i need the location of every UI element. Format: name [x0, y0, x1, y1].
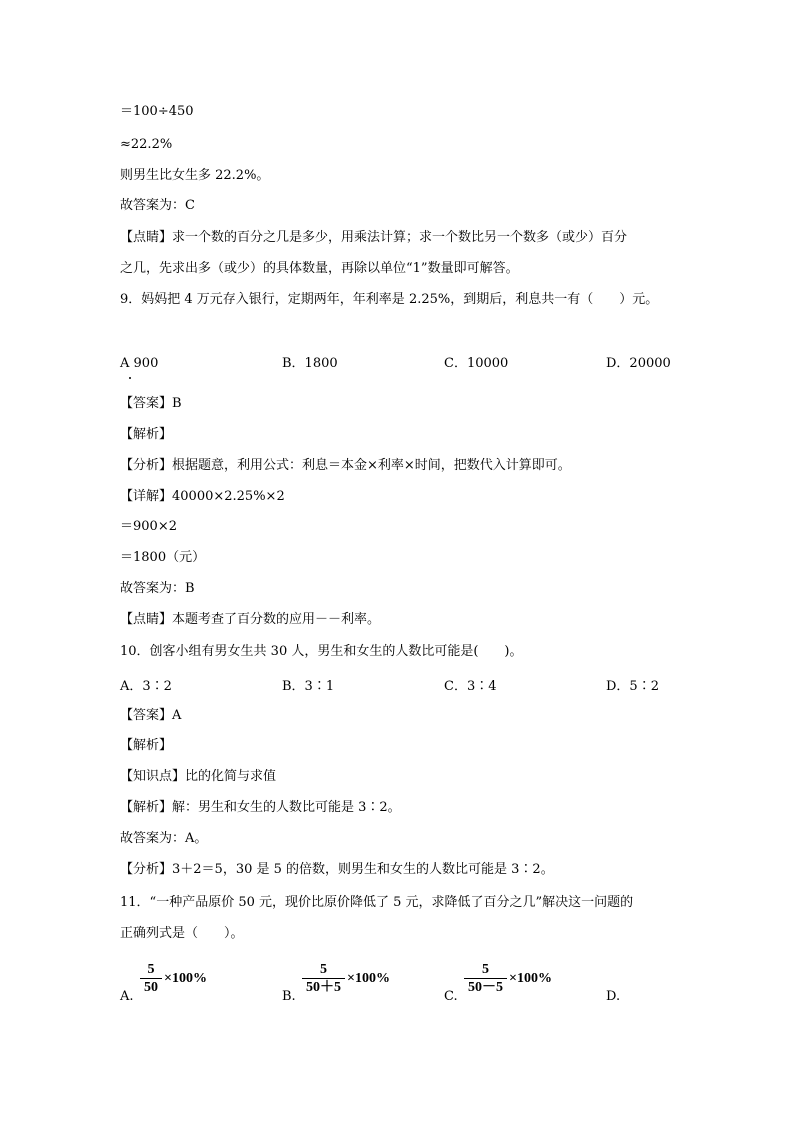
answer-line: 故答案为：C [120, 198, 195, 213]
q9-analysis: 【分析】根据题意，利用公式：利息＝本金×利率×时间，把数代入计算即可。 [120, 458, 571, 473]
question-11-line-1: 11．“一种产品原价 50 元，现价比原价降低了 5 元，求降低了百分之几”解决这一问题的 [120, 895, 634, 910]
q10-option-c: C．3∶4 [444, 679, 497, 694]
q9-option-b: B．1800 [282, 356, 338, 371]
denominator: 50 [140, 978, 162, 995]
q10-reasoning: 【分析】3＋2＝5，30 是 5 的倍数，则男生和女生的人数比可能是 3∶2。 [120, 862, 554, 877]
q9-detail: 【详解】40000×2.25%×2 [120, 489, 285, 504]
multiplier: ×100% [347, 970, 390, 986]
q10-knowledge-point: 【知识点】比的化简与求值 [120, 769, 277, 784]
q9-step-2: ＝1800（元） [120, 550, 206, 565]
q10-final: 故答案为：A。 [120, 831, 208, 846]
q10-option-b: B．3∶1 [282, 679, 335, 694]
tip-line-1: 【点睛】求一个数的百分之几是多少，用乘法计算；求一个数比另一个数多（或少）百分 [120, 230, 628, 245]
question-11-line-2: 正确列式是（ ）。 [120, 926, 244, 941]
q11-option-b-letter: B. [282, 989, 296, 1004]
multiplier: ×100% [509, 970, 552, 986]
calc-line-2: ≈22.2% [120, 137, 173, 152]
q10-option-a: A．3∶2 [120, 679, 172, 694]
calc-line-1: ＝100÷450 [120, 104, 194, 119]
question-10: 10．创客小组有男女生共 30 人，男生和女生的人数比可能是( )。 [120, 644, 523, 659]
q10-answer: 【答案】A [120, 708, 182, 723]
fraction [464, 962, 507, 995]
q9-analysis-heading: 【解析】 [120, 427, 173, 442]
numerator: 5 [320, 962, 327, 977]
q9-option-a: A 900 [120, 356, 159, 371]
q10-analysis-heading: 【解析】 [120, 738, 173, 753]
q11-option-c-letter: C. [444, 989, 458, 1004]
q9-tip: 【点睛】本题考查了百分数的应用－－利率。 [120, 612, 381, 627]
fraction [302, 962, 345, 995]
tip-line-2: 之几，先求出多（或少）的具体数量，再除以单位“1”数量即可解答。 [120, 261, 519, 276]
q9-final: 故答案为：B [120, 581, 195, 596]
q10-analysis: 【解析】解：男生和女生的人数比可能是 3∶2。 [120, 800, 401, 815]
q11-option-a-formula [140, 962, 207, 995]
fraction [140, 962, 162, 995]
q9-step-1: ＝900×2 [120, 519, 177, 534]
q11-option-c-formula [464, 962, 552, 995]
stray-dot [129, 377, 131, 379]
multiplier: ×100% [164, 970, 207, 986]
denominator: 50＋5 [302, 978, 345, 995]
q10-option-d: D．5∶2 [606, 679, 659, 694]
numerator: 5 [482, 962, 489, 977]
q11-option-d-letter: D. [606, 989, 621, 1004]
denominator: 50－5 [464, 978, 507, 995]
q9-answer: 【答案】B [120, 396, 182, 411]
conclusion-line: 则男生比女生多 22.2%。 [120, 168, 270, 183]
numerator: 5 [147, 962, 155, 977]
q11-option-a-letter: A. [120, 989, 134, 1004]
q11-option-b-formula [302, 962, 390, 995]
q9-option-d: D．20000 [606, 356, 671, 371]
q9-option-c: C．10000 [444, 356, 509, 371]
question-9: 9．妈妈把 4 万元存入银行，定期两年，年利率是 2.25%，到期后，利息共一有（ ）元。 [120, 292, 659, 307]
